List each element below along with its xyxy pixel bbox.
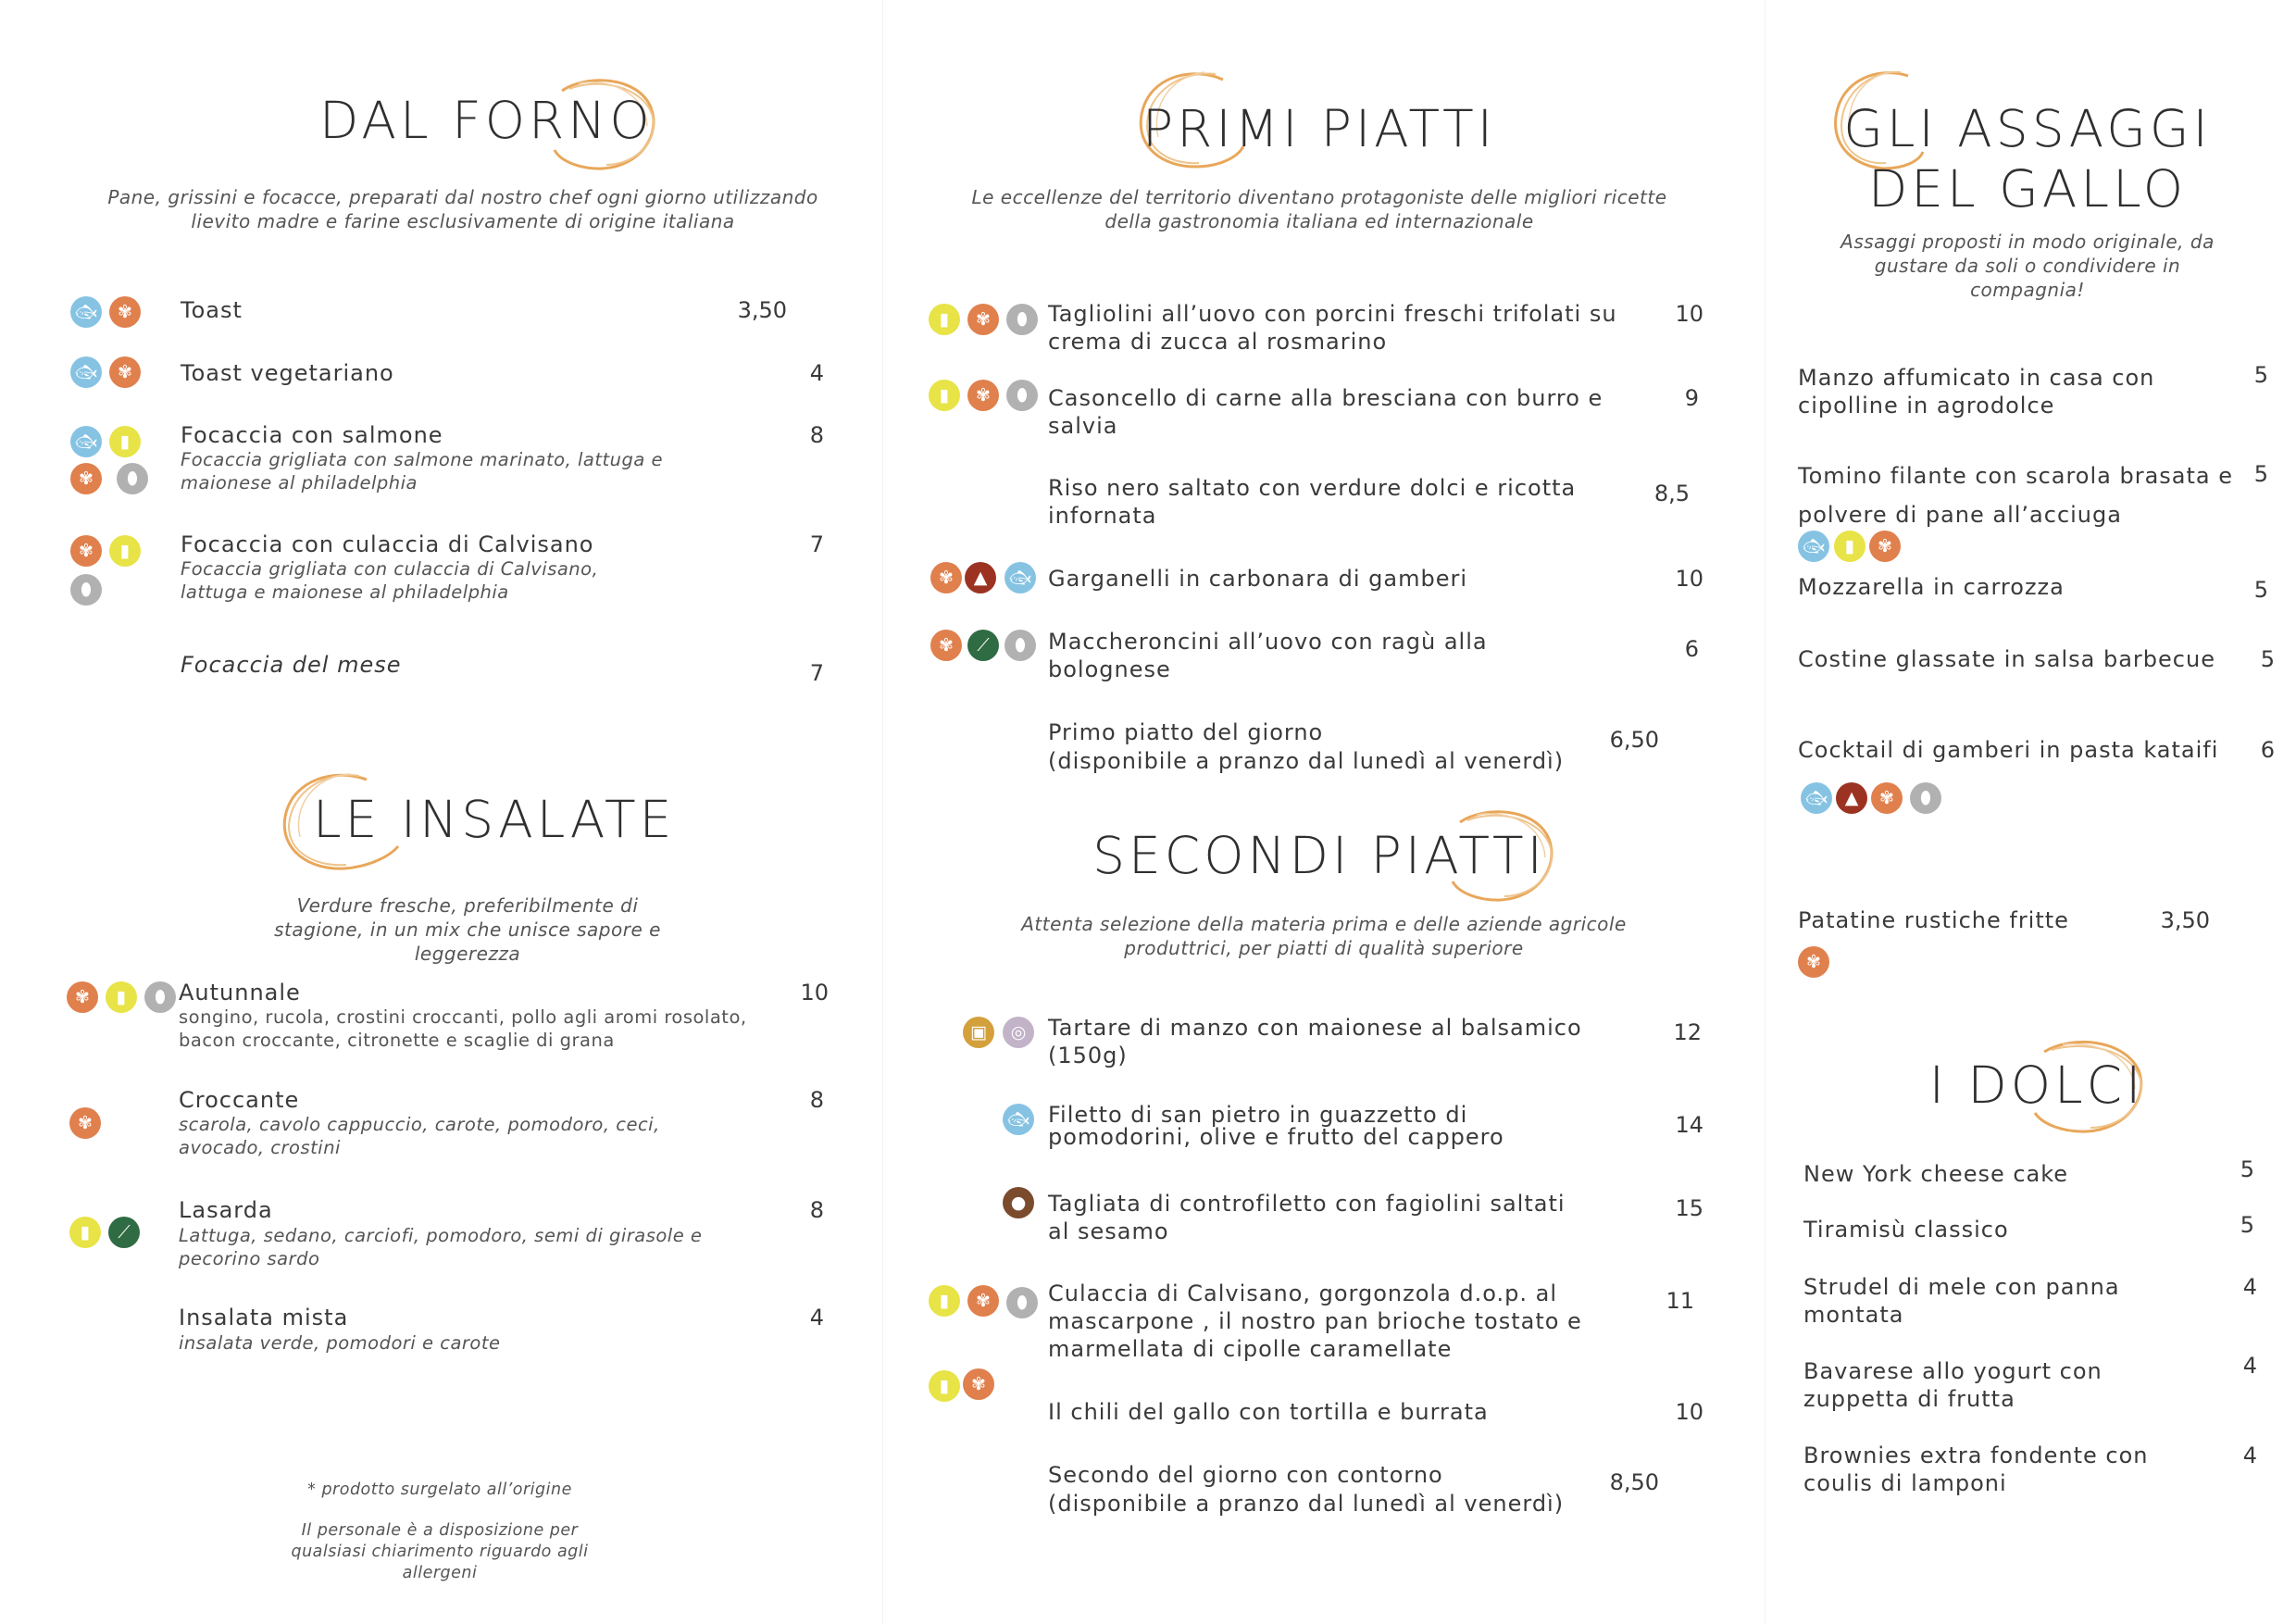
egg-icon: ⬮ [144, 981, 176, 1013]
section-title: PRIMI PIATTI [1142, 99, 1496, 158]
menu-item-price: 3,50 [2160, 907, 2210, 933]
milk-icon: ▮ [106, 981, 137, 1013]
wheat-icon: ✾ [930, 562, 962, 593]
wheat-icon: ✾ [69, 1107, 101, 1139]
menu-item-price: 5 [2260, 646, 2275, 672]
menu-item-name: Tiramisù classico [1803, 1217, 2009, 1243]
menu-item-price: 5 [2240, 1156, 2254, 1182]
menu-item-name: Costine glassate in salsa barbecue [1798, 646, 2215, 672]
celery-icon: ⟋ [967, 630, 999, 661]
fish-icon: 🐟︎ [70, 426, 102, 457]
menu-item-price: 8 [809, 422, 824, 448]
menu-item-price: 7 [809, 531, 824, 557]
menu-item-price: 11 [1666, 1288, 1694, 1314]
menu-item-price: 5 [2253, 461, 2268, 487]
menu-item-availability: (disponibile a pranzo dal lunedì al venerdì) [1048, 748, 1565, 774]
menu-item-price: 6 [1684, 636, 1699, 662]
milk-icon: ▮ [109, 535, 141, 567]
menu-item-price: 10 [800, 980, 829, 1006]
menu-item-price: 8,50 [1609, 1469, 1659, 1495]
section-title: SECONDI PIATTI [1092, 826, 1546, 885]
menu-item-name: Garganelli in carbonara di gamberi [1048, 566, 1468, 592]
section-intro: Attenta selezione della materia prima e delle aziende agricole produttrici, per piatti di qualità superiore [1021, 913, 1627, 959]
menu-item-name: Tagliata di controfiletto con fagiolini saltati al sesamo [1048, 1191, 1566, 1244]
menu-item-name: Autunnale [179, 980, 301, 1006]
mustard-icon: ▣ [963, 1017, 994, 1048]
milk-icon: ▮ [1834, 531, 1866, 562]
menu-item-name: Toast vegetariano [181, 360, 394, 386]
menu-item-price: 10 [1675, 301, 1703, 327]
menu-item-name: Focaccia con culaccia di Calvisano [181, 531, 594, 557]
menu-item-name: Primo piatto del giorno [1048, 719, 1324, 745]
menu-item-description: Lattuga, sedano, carciofi, pomodoro, semi di girasole e pecorino sardo [179, 1225, 703, 1269]
fish-icon: 🐟︎ [1004, 562, 1036, 593]
egg-icon: ⬮ [117, 463, 148, 494]
allergen-staff-note: Il personale è a disposizione per qualsiasi chiarimento riguardo agli allergeni [291, 1521, 589, 1582]
milk-icon: ▮ [69, 1217, 101, 1248]
menu-item-price: 5 [2253, 362, 2268, 388]
menu-item-name: Toast [181, 297, 243, 323]
menu-item-price: 5 [2253, 577, 2268, 603]
egg-icon: ⬮ [1004, 630, 1036, 661]
fish-icon: 🐟︎ [1798, 531, 1829, 562]
menu-item-name: Strudel di mele con panna montata [1803, 1274, 2120, 1328]
menu-item-price: 8 [809, 1197, 824, 1223]
menu-item-price: 4 [809, 360, 824, 386]
wheat-icon: ✾ [70, 535, 102, 567]
wheat-icon: ✾ [70, 463, 102, 494]
menu-item-name: Bavarese allo yogurt con zuppetta di frutta [1803, 1358, 2103, 1412]
menu-item-name: Cocktail di gamberi in pasta kataifi [1798, 737, 2219, 763]
menu-item-name: Tomino filante con scarola brasata e polvere di pane all’acciuga [1798, 463, 2234, 528]
milk-icon: ▮ [929, 1285, 960, 1317]
egg-icon: ⬮ [1006, 1287, 1038, 1318]
section-title: GLI ASSAGGI [1843, 99, 2212, 158]
egg-icon: ⬮ [1006, 304, 1038, 335]
menu-item-name: Lasarda [179, 1197, 273, 1223]
menu-item-name: Mozzarella in carrozza [1798, 574, 2065, 600]
egg-icon: ⬮ [1910, 782, 1941, 814]
egg-icon: ⬮ [70, 574, 102, 606]
menu-item-name: Culaccia di Calvisano, gorgonzola d.o.p. al mascarpone , il nostro pan brioche tostato e marmellata di cipolle caramellate [1048, 1280, 1582, 1362]
section-title: DAL FORNO [319, 91, 654, 150]
menu-item-name: Tartare di manzo con maionese al balsamico (150g) [1048, 1015, 1582, 1068]
section-title: LE INSALATE [313, 790, 676, 849]
wheat-icon: ✾ [1869, 531, 1901, 562]
menu-item-price: 14 [1675, 1112, 1703, 1138]
fish-icon: 🐟︎ [1003, 1104, 1034, 1135]
section-title: I DOLCI [1928, 1056, 2145, 1115]
menu-item-price: 4 [2242, 1443, 2257, 1468]
menu-item-price: 4 [809, 1305, 824, 1330]
menu-item-name: Croccante [179, 1087, 300, 1113]
fish-icon: 🐟︎ [70, 356, 102, 388]
menu-item-description: Focaccia grigliata con culaccia di Calvisano, lattuga e maionese al philadelphia [181, 558, 599, 603]
menu-item-name: Secondo del giorno con contorno [1048, 1462, 1443, 1488]
menu-item-name: Manzo affumicato in casa con cipolline in agrodolce [1798, 365, 2155, 418]
menu-item-price: 10 [1675, 1399, 1703, 1425]
menu-item-name: Il chili del gallo con tortilla e burrata [1048, 1399, 1489, 1425]
menu-item-name: Focaccia del mese [181, 652, 402, 678]
menu-item-price: 8,5 [1653, 481, 1690, 506]
section-intro: Assaggi proposti in modo originale, da gustare da soli o condividere in compagnia! [1841, 231, 2215, 301]
wheat-icon: ✾ [1798, 946, 1829, 978]
column-divider [882, 0, 883, 1624]
egg-icon: ⬮ [1006, 380, 1038, 411]
section-intro: Le eccellenze del territorio diventano protagoniste delle migliori ricette della gastronomia italiana ed internazionale [971, 186, 1667, 232]
sesame-icon: ● [1003, 1187, 1034, 1218]
menu-item-description: Focaccia grigliata con salmone marinato, lattuga e maionese al philadelphia [181, 449, 664, 493]
menu-item-name: Focaccia con salmone [181, 422, 443, 448]
sulfite-icon: ◎ [1003, 1017, 1034, 1048]
menu-item-name: Tagliolini all’uovo con porcini freschi trifolati su crema di zucca al rosmarino [1048, 301, 1617, 355]
milk-icon: ▮ [929, 304, 960, 335]
menu-item-name: Patatine rustiche fritte [1798, 907, 2069, 933]
menu-item-description: scarola, cavolo cappuccio, carote, pomodoro, ceci, avocado, crostini [179, 1114, 660, 1158]
wheat-icon: ✾ [109, 296, 141, 328]
section-intro: Verdure fresche, preferibilmente di stagione, in un mix che unisce sapore e leggerezza [274, 894, 661, 965]
menu-item-price: 8 [809, 1087, 824, 1113]
column-divider [1765, 0, 1766, 1624]
menu-item-price: 4 [2242, 1274, 2257, 1300]
wheat-icon: ✾ [967, 1285, 999, 1317]
menu-item-name: Filetto di san pietro in guazzetto di pomodorini, olive e frutto del cappero [1048, 1102, 1504, 1150]
menu-item-price: 6,50 [1609, 727, 1659, 753]
menu-item-price: 12 [1673, 1019, 1702, 1045]
milk-icon: ▮ [929, 380, 960, 411]
menu-item-price: 4 [2242, 1353, 2257, 1379]
wheat-icon: ✾ [930, 630, 962, 661]
wheat-icon: ✾ [963, 1368, 994, 1400]
menu-item-price: 3,50 [737, 297, 787, 323]
section-title-line-2: DEL GALLO [1867, 159, 2188, 219]
menu-item-name: Riso nero saltato con verdure dolci e ricotta infornata [1048, 475, 1577, 529]
shellfish-icon: ▲ [1836, 782, 1867, 814]
fish-icon: 🐟︎ [1801, 782, 1832, 814]
wheat-icon: ✾ [967, 304, 999, 335]
wheat-icon: ✾ [109, 356, 141, 388]
wheat-icon: ✾ [1871, 782, 1903, 814]
frozen-note: * prodotto surgelato all’origine [307, 1480, 572, 1499]
menu-item-price: 9 [1684, 385, 1699, 411]
menu-item-description: songino, rucola, crostini croccanti, pollo agli aromi rosolato, bacon croccante, citronette e scaglie di grana [179, 1006, 747, 1051]
menu-item-price: 6 [2260, 737, 2275, 763]
menu-item-price: 10 [1675, 566, 1703, 592]
milk-icon: ▮ [109, 426, 141, 457]
menu-item-availability: (disponibile a pranzo dal lunedì al venerdì) [1048, 1491, 1565, 1517]
milk-icon: ▮ [929, 1370, 960, 1402]
wheat-icon: ✾ [967, 380, 999, 411]
wheat-icon: ✾ [67, 981, 98, 1013]
menu-item-name: Brownies extra fondente con coulis di lamponi [1803, 1443, 2149, 1496]
menu-item-name: Insalata mista [179, 1305, 349, 1330]
shellfish-icon: ▲ [965, 562, 996, 593]
menu-item-description: insalata verde, pomodori e carote [179, 1332, 501, 1354]
menu-item-name: Maccheroncini all’uovo con ragù alla bolognese [1048, 629, 1488, 682]
menu-item-price: 5 [2240, 1212, 2254, 1238]
section-intro: Pane, grissini e focacce, preparati dal nostro chef ogni giorno utilizzando lievito madre e farine esclusivamente di origine italiana [107, 186, 818, 232]
fish-icon: 🐟︎ [70, 296, 102, 328]
menu-item-name: Casoncello di carne alla bresciana con burro e salvia [1048, 385, 1603, 439]
menu-item-price: 7 [809, 660, 824, 686]
celery-icon: ⟋ [108, 1217, 140, 1248]
menu-item-name: New York cheese cake [1803, 1161, 2069, 1187]
menu-item-price: 15 [1675, 1195, 1703, 1221]
